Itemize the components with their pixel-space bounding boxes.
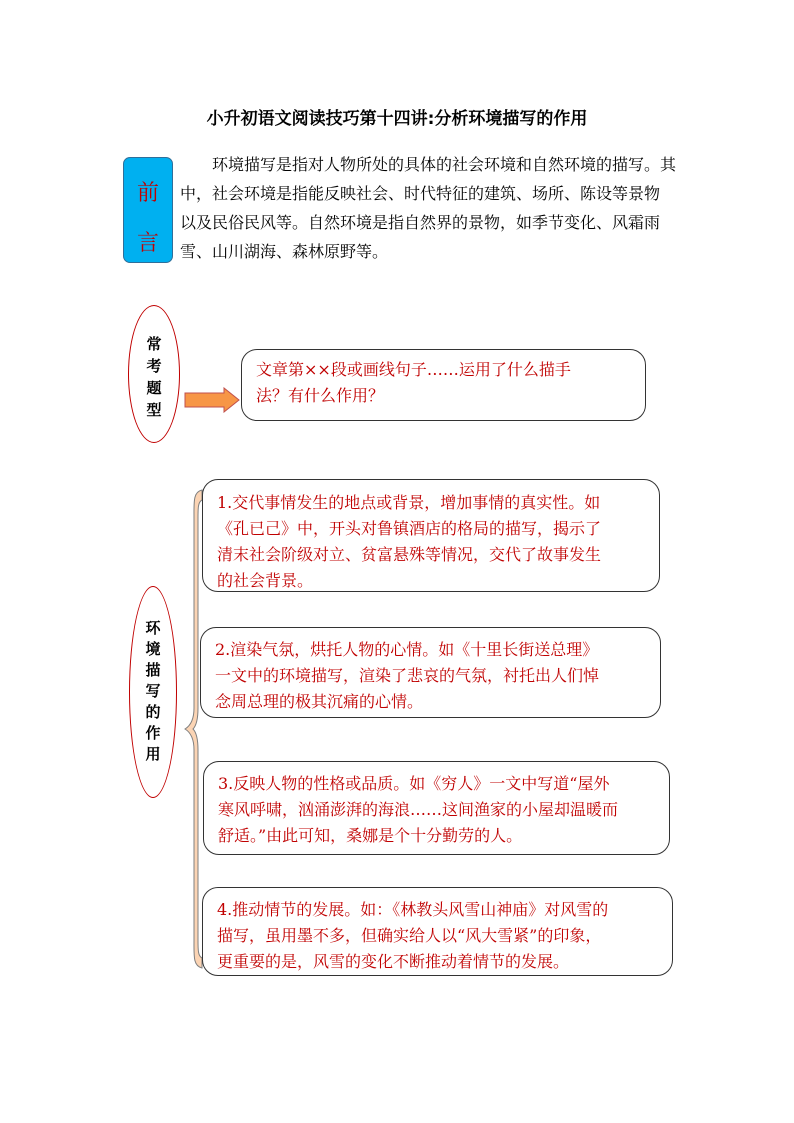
functions-char: 的 (145, 703, 161, 721)
page-title: 小升初语文阅读技巧第十四讲:分析环境描写的作用 (206, 109, 588, 129)
question-type-char: 考 (146, 357, 162, 375)
functions-char: 写 (145, 682, 161, 700)
function-item-4 (202, 887, 673, 976)
function-line: 的社会背景。 (217, 571, 314, 590)
preface-line: 环境描写是指对人物所处的具体的社会环境和自然环境的描写。其 (180, 155, 677, 174)
question-type-char: 型 (146, 401, 162, 419)
preface-line: 以及民俗民风等。自然环境是指自然界的景物，如季节变化、风霜雨 (180, 213, 661, 232)
functions-char: 境 (145, 640, 161, 658)
question-line: 文章第××段或画线句子……运用了什么描手 (256, 360, 571, 379)
functions-char: 环 (145, 619, 161, 637)
function-item-3 (203, 761, 670, 855)
function-line: 一文中的环境描写，渲染了悲哀的气氛，衬托出人们悼 (215, 666, 600, 685)
preface-label-char: 言 (136, 231, 159, 256)
functions-char: 用 (145, 745, 161, 763)
functions-char: 作 (145, 724, 161, 742)
question-line: 法？有什么作用？ (256, 386, 385, 405)
functions-oval (129, 586, 177, 798)
question-type-char: 常 (146, 335, 162, 353)
preface-label-char: 前 (136, 181, 159, 206)
question-type-char: 题 (146, 379, 162, 397)
question-type-oval (128, 305, 180, 443)
function-line: 《孔已己》中，开头对鲁镇酒店的格局的描写，揭示了 (217, 519, 602, 538)
function-line: 清末社会阶级对立、贫富悬殊等情况，交代了故事发生 (217, 545, 602, 564)
function-line: 3.反映人物的性格或品质。如《穷人》一文中写道“屋外 (218, 774, 610, 793)
preface-label-box (123, 157, 173, 263)
brace-bracket (184, 488, 204, 970)
right-arrow-icon (184, 387, 240, 413)
function-line: 1.交代事情发生的地点或背景，增加事情的真实性。如 (217, 493, 601, 512)
function-line: 更重要的是，风雪的变化不断推动着情节的发展。 (217, 952, 570, 971)
function-line: 描写，虽用墨不多，但确实给人以“风大雪紧”的印象， (217, 926, 602, 945)
functions-char: 描 (145, 661, 161, 679)
function-item-2 (200, 627, 661, 718)
function-line: 舒适。”由此可知，桑娜是个十分勤劳的人。 (218, 826, 523, 845)
function-line: 念周总理的极其沉痛的心情。 (215, 692, 424, 711)
function-line: 4.推动情节的发展。如：《林教头风雪山神庙》对风雪的 (217, 900, 609, 919)
function-item-1 (202, 479, 660, 592)
function-line: 寒风呼啸，汹涌澎湃的海浪……这间渔家的小屋却温暖而 (218, 800, 619, 819)
preface-line: 雪、山川湖海、森林原野等。 (180, 242, 389, 261)
function-line: 2.渲染气氛，烘托人物的心情。如《十里长街送总理》 (215, 640, 599, 659)
preface-line: 中，社会环境是指能反映社会、时代特征的建筑、场所、陈设等景物 (180, 184, 661, 203)
preface-paragraph (180, 150, 678, 266)
question-type-box (241, 349, 646, 421)
